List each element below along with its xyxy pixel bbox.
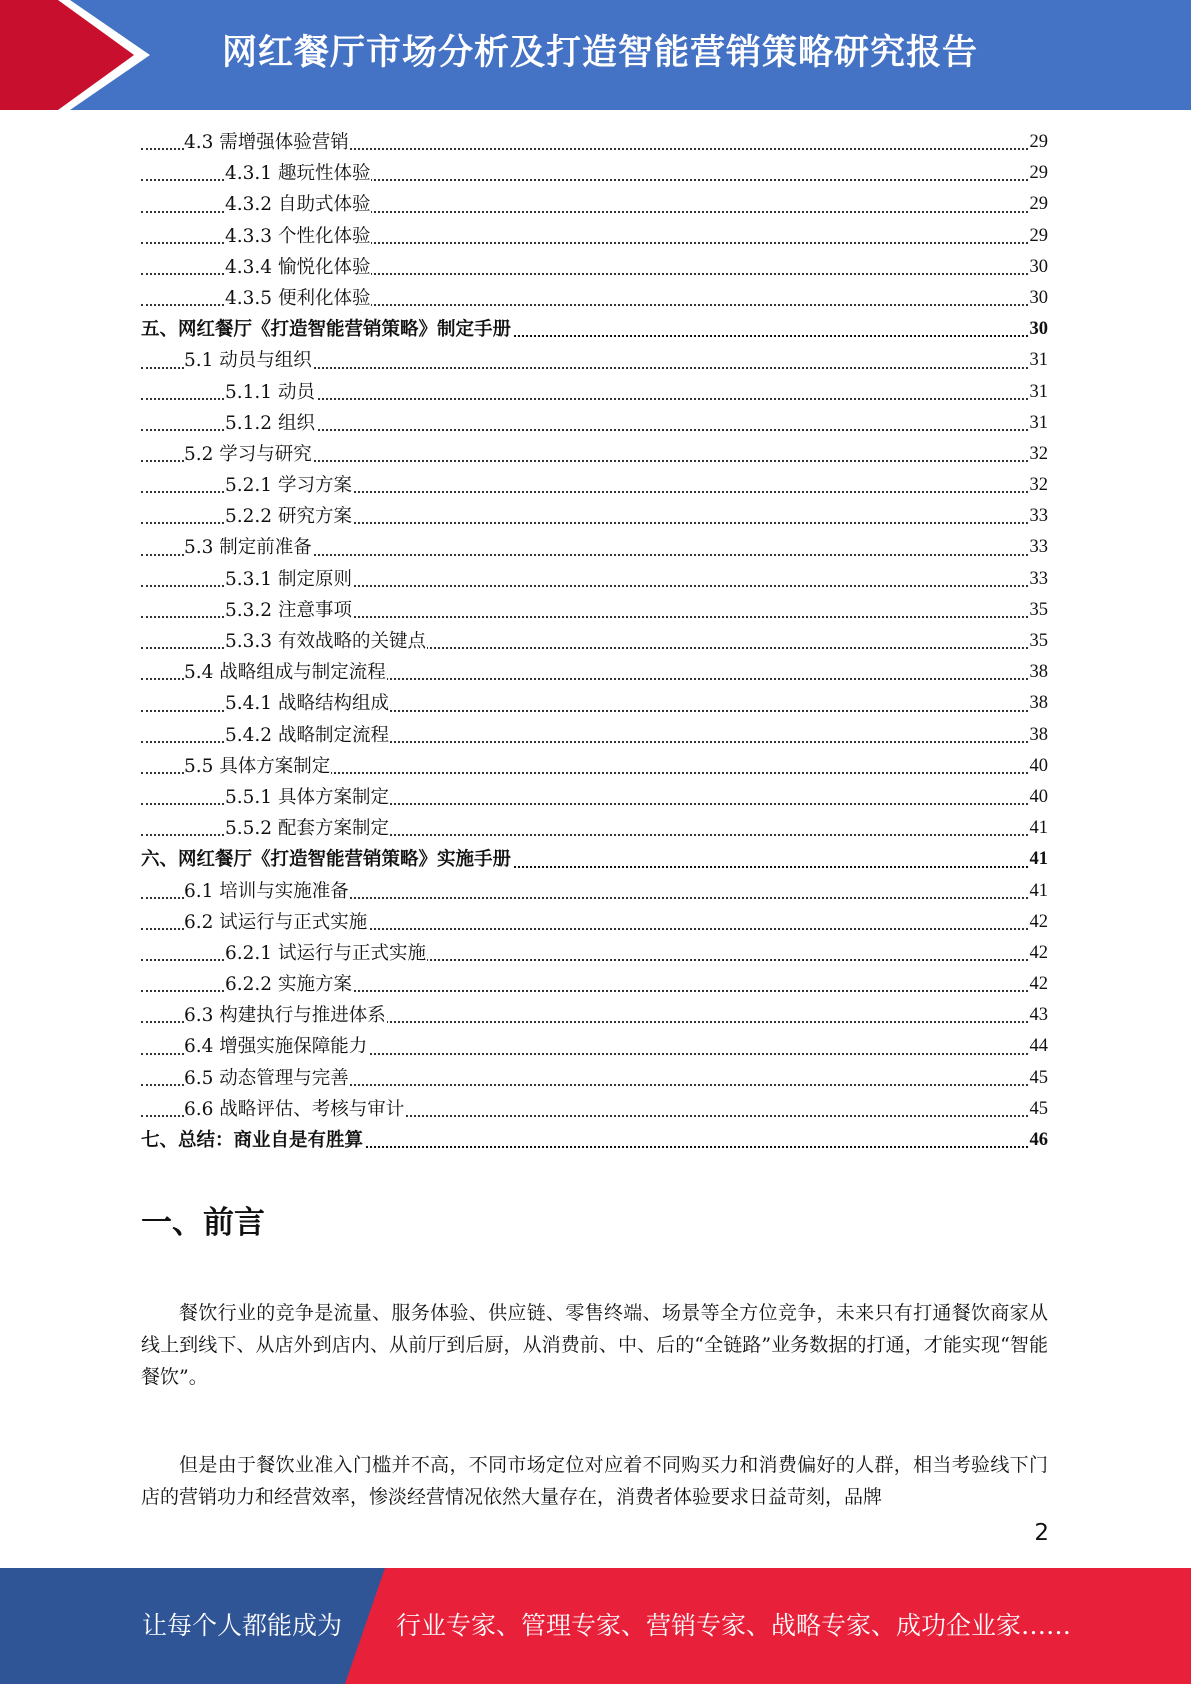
toc-entry-label: 五、网红餐厅《打造智能营销策略》制定手册 [141,319,512,341]
toc-entry[interactable] [141,501,1048,532]
table-of-contents [141,127,1048,1156]
toc-entry-page: 45 [1029,1063,1049,1094]
toc-entry[interactable] [141,688,1048,719]
toc-entry-label: 5.5 具体方案制定 [184,755,331,777]
toc-entry-page: 41 [1029,813,1049,844]
toc-entry-page: 32 [1029,439,1049,470]
toc-entry-label: 6.4 增强实施保障能力 [184,1036,368,1058]
toc-entry-label: 6.2 试运行与正式实施 [184,911,368,933]
toc-entry-page: 30 [1029,252,1049,283]
toc-entry-label: 5.4.1 战略结构组成 [225,693,389,715]
toc-entry[interactable] [141,158,1048,189]
toc-entry[interactable] [141,1031,1048,1062]
toc-entry-page: 30 [1029,283,1049,314]
header-banner [0,0,1191,110]
toc-entry[interactable] [141,938,1048,969]
toc-entry-label: 5.3 制定前准备 [184,537,312,559]
toc-entry[interactable] [141,1000,1048,1031]
toc-entry[interactable] [141,657,1048,688]
toc-entry-label: 六、网红餐厅《打造智能营销策略》实施手册 [141,849,512,871]
toc-entry-page: 40 [1029,751,1049,782]
toc-entry[interactable] [141,564,1048,595]
toc-entry-page: 31 [1029,345,1049,376]
toc-entry-label: 5.5.2 配套方案制定 [225,818,389,840]
toc-entry-label: 4.3.3 个性化体验 [225,225,371,247]
toc-entry[interactable] [141,252,1048,283]
toc-entry-label: 5.3.1 制定原则 [225,568,352,590]
toc-entry-page: 35 [1029,595,1049,626]
page-number: 2 [1034,1520,1049,1546]
toc-entry[interactable] [141,876,1048,907]
toc-entry[interactable] [141,221,1048,252]
toc-entry-page: 45 [1029,1094,1049,1125]
toc-entry-page: 35 [1029,626,1049,657]
toc-entry-page: 33 [1029,501,1049,532]
toc-entry[interactable] [141,314,1048,345]
toc-entry-label: 6.1 培训与实施准备 [184,880,349,902]
footer-slogan-right: 行业专家、管理专家、营销专家、战略专家、成功企业家…… [396,1611,1072,1640]
toc-entry-page: 41 [1029,876,1049,907]
toc-entry[interactable] [141,470,1048,501]
toc-entry-page: 29 [1029,221,1049,252]
paragraph: 餐饮行业的竞争是流量、服务体验、供应链、零售终端、场景等全方位竞争，未来只有打通餐饮商家从线上到线下、从店外到店内、从前厅到后厨，从消费前、中、后的“全链路”业务数据的打通，才能实现“智能餐饮”。 [141,1302,1048,1388]
toc-entry-page: 32 [1029,470,1049,501]
toc-entry-page: 29 [1029,127,1049,158]
toc-entry[interactable] [141,189,1048,220]
toc-entry[interactable] [141,813,1048,844]
toc-entry-page: 33 [1029,564,1049,595]
footer-banner [0,1568,1191,1684]
paragraph: 但是由于餐饮业准入门槛并不高，不同市场定位对应着不同购买力和消费偏好的人群，相当考验线下门店的营销功力和经营效率，惨淡经营情况依然大量存在，消费者体验要求日益苛刻，品牌 [141,1454,1048,1508]
toc-entry[interactable] [141,782,1048,813]
toc-entry[interactable] [141,345,1048,376]
toc-entry-page: 42 [1029,938,1049,969]
toc-entry[interactable] [141,283,1048,314]
toc-entry-label: 4.3.5 便利化体验 [225,287,371,309]
toc-entry[interactable] [141,907,1048,938]
toc-entry-page: 46 [1029,1125,1049,1156]
toc-entry-label: 5.3.3 有效战略的关键点 [225,631,426,652]
toc-entry-page: 33 [1029,532,1049,563]
toc-entry[interactable] [141,532,1048,563]
toc-entry[interactable] [141,720,1048,751]
toc-entry[interactable] [141,408,1048,439]
footer-slogan-left: 让每个人都能成为 [142,1611,343,1640]
toc-entry-page: 38 [1029,688,1049,719]
toc-entry-label: 5.2.2 研究方案 [225,506,352,528]
toc-entry[interactable] [141,439,1048,470]
toc-entry-label: 5.5.1 具体方案制定 [225,786,389,808]
toc-entry-label: 4.3.4 愉悦化体验 [225,256,371,278]
toc-entry-label: 4.3.1 趣玩性体验 [225,163,371,185]
toc-entry-page: 31 [1029,377,1049,408]
toc-entry[interactable] [141,1125,1048,1156]
toc-entry-label: 4.3.2 自助式体验 [225,194,371,216]
toc-entry-page: 30 [1029,314,1049,345]
toc-entry-page: 42 [1029,907,1049,938]
toc-entry[interactable] [141,969,1048,1000]
toc-entry-label: 6.2.2 实施方案 [225,974,352,996]
toc-entry-label: 5.1 动员与组织 [184,350,312,372]
toc-entry-label: 5.4.2 战略制定流程 [225,724,389,746]
toc-entry-page: 38 [1029,657,1049,688]
toc-entry-page: 43 [1029,1000,1049,1031]
toc-entry-label: 5.1.2 组织 [225,412,315,434]
toc-entry-label: 6.5 动态管理与完善 [184,1067,349,1089]
toc-entry-label: 6.2.1 试运行与正式实施 [225,942,426,964]
toc-entry-page: 42 [1029,969,1049,1000]
toc-entry[interactable] [141,1063,1048,1094]
toc-entry-label: 5.3.2 注意事项 [225,599,352,621]
report-title: 网红餐厅市场分析及打造智能营销策略研究报告 [222,33,979,73]
toc-entry[interactable] [141,1094,1048,1125]
toc-entry-label: 6.6 战略评估、考核与审计 [184,1098,405,1120]
toc-entry[interactable] [141,595,1048,626]
toc-entry-page: 44 [1029,1031,1049,1062]
toc-entry-page: 29 [1029,158,1049,189]
toc-entry-label: 5.2 学习与研究 [184,443,312,465]
section-heading: 一、前言 [141,1205,265,1241]
toc-entry-label: 5.4 战略组成与制定流程 [184,662,386,684]
toc-entry[interactable] [141,377,1048,408]
toc-entry-label: 5.1.1 动员 [225,381,315,403]
toc-entry-page: 41 [1029,844,1049,875]
toc-entry-page: 29 [1029,189,1049,220]
toc-entry-label: 5.2.1 学习方案 [225,475,352,497]
toc-entry-page: 38 [1029,720,1049,751]
toc-entry[interactable] [141,844,1048,875]
toc-entry-label: 4.3 需增强体验营销 [184,132,349,153]
toc-entry-page: 31 [1029,408,1049,439]
toc-entry[interactable] [141,127,1048,158]
toc-entry[interactable] [141,626,1048,657]
toc-entry[interactable] [141,751,1048,782]
toc-entry-page: 40 [1029,782,1049,813]
toc-entry-label: 七、总结：商业自是有胜算 [141,1130,364,1151]
header-arrow-shape [0,0,150,110]
toc-entry-label: 6.3 构建执行与推进体系 [184,1005,386,1027]
